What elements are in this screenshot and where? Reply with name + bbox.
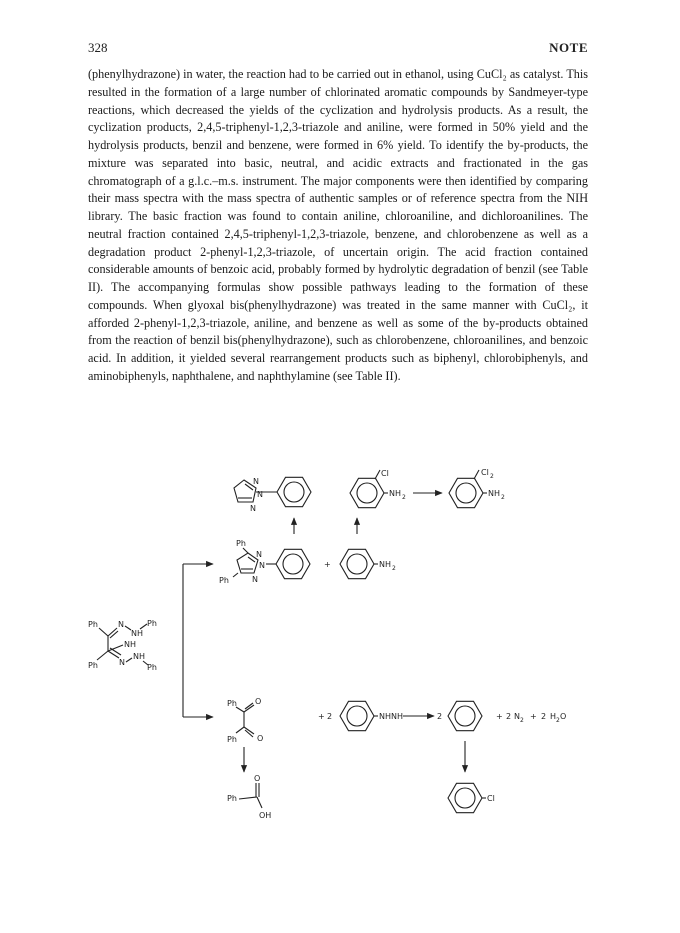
- label-ph-e: Ph: [88, 661, 98, 670]
- plus-sign-a: +: [324, 560, 331, 569]
- page-number: 328: [88, 40, 108, 55]
- benzil-bisphenylhydrazone-structure: [88, 619, 157, 672]
- benzil-structure: [227, 697, 263, 744]
- aniline-structure: [340, 549, 396, 578]
- label-n7: N: [118, 620, 124, 629]
- body-paragraph: (phenylhydrazone) in water, the reaction had to be carried out in ethanol, using CuCl₂ as catalyst. This resulted in the formation of a large number of chlorinated aromatic compounds by Sandmeyer-type reactions, which decreased the yields of the cyclization and hydrolysis products. As a result, the cyclization products, 2,4,5-triphenyl-1,2,3-triazole and aniline, were formed in 50% yield and the hydrolysis products, benzil and benzene, were formed in 6% yield. To identify the by-products, the mixture was separated into basic, neutral, and acidic extracts and fractionated in the gas chromatograph of a g.l.c.–m.s. instrument. The major components were then identified by comparing their mass spectra with the mass spectra of authentic samples or of reference spectra from the NIH library. The basic fraction was found to contain aniline, chloroaniline, and dichloroanilines. The neutral fraction contained 2,4,5-triphenyl-1,2,3-triazole, benzene, and chlorobenzene as well as a degradation product 2-phenyl-1,2,3-triazole, of uncertain origin. The acid fraction contained considerable amounts of benzoic acid, probably formed by hydrolytic degradation of benzil (see Table II). The accompanying formulas show possible pathways leading to the formation of these compounds. When glyoxal bis(phenylhydrazone) was treated in the same manner with CuCl₂, it afforded 2-phenyl-1,2,3-triazole, aniline, and benzene as well as some of the by-products obtained from the reaction of benzil bis(phenylhydrazone), such as chlorobenzene, chloroanilines, and benzoic acid. In addition, it yielded several rearrangement products such as biphenyl, chlorobiphenyls, and aminobiphenyls, naphthalene, and naphthylamine (see Table II).: [88, 67, 588, 383]
- label-n2: N: [257, 490, 263, 499]
- label-nh2-b-sub: 2: [501, 494, 505, 501]
- label-n4: N: [256, 550, 262, 559]
- label-ph-f: Ph: [147, 663, 157, 672]
- label-cl2: Cl: [481, 468, 489, 477]
- coefficient-2-a: 2: [327, 712, 333, 721]
- label-ph-c: Ph: [88, 620, 98, 629]
- label-o-b: O: [257, 734, 264, 743]
- benzoic-acid-structure: [227, 774, 271, 820]
- phenylhydrazine-structure: [340, 701, 403, 730]
- label-ph-i: Ph: [227, 794, 237, 803]
- label-nh-c: NH: [133, 652, 145, 661]
- label-ph-b: Ph: [219, 576, 229, 585]
- label-ph-d: Ph: [147, 619, 157, 628]
- label-h2o-o: O: [560, 712, 567, 721]
- label-o-c: O: [254, 774, 261, 783]
- label-n2-gas-sub: 2: [520, 717, 524, 724]
- plus-sign-c: +: [496, 712, 503, 721]
- dichloroaniline-structure: [449, 468, 505, 508]
- chloroaniline-structure: [350, 469, 406, 508]
- label-nhnh: NHNH: [379, 712, 403, 721]
- plus-sign-b: +: [318, 712, 325, 721]
- running-head: NOTE: [549, 40, 588, 55]
- label-cl: Cl: [381, 469, 389, 478]
- label-n8: N: [119, 658, 125, 667]
- coefficient-2-b: 2: [437, 712, 443, 721]
- label-n5: N: [259, 561, 265, 570]
- label-nh2-c: NH: [379, 560, 391, 569]
- label-oh: OH: [259, 811, 272, 820]
- phenyltriazole-structure: [234, 477, 311, 513]
- label-nh2-c-sub: 2: [392, 565, 396, 572]
- label-nh2-a-sub: 2: [402, 494, 406, 501]
- label-ph-a: Ph: [236, 539, 246, 548]
- chlorobenzene-structure: [448, 783, 495, 812]
- label-nh-b: NH: [124, 640, 136, 649]
- benzene-structure: [448, 701, 482, 730]
- label-n1: N: [253, 477, 259, 486]
- coefficient-2-d: 2: [541, 712, 547, 721]
- label-nh-a: NH: [131, 629, 143, 638]
- label-cl-b: Cl: [487, 794, 495, 803]
- label-nh2-b: NH: [488, 489, 500, 498]
- coefficient-2-c: 2: [506, 712, 512, 721]
- label-nh2-a: NH: [389, 489, 401, 498]
- label-h2o-sub: 2: [556, 717, 560, 724]
- label-cl2-sub: 2: [490, 473, 494, 480]
- label-h2o-h: H: [550, 712, 557, 721]
- label-n3: N: [250, 504, 256, 513]
- label-o-a: O: [255, 697, 262, 706]
- label-ph-g: Ph: [227, 699, 237, 708]
- label-n6: N: [252, 575, 258, 584]
- label-ph-h: Ph: [227, 735, 237, 744]
- triphenyltriazole-structure: [219, 539, 310, 585]
- label-n2-gas: N: [514, 712, 520, 721]
- plus-sign-d: +: [530, 712, 537, 721]
